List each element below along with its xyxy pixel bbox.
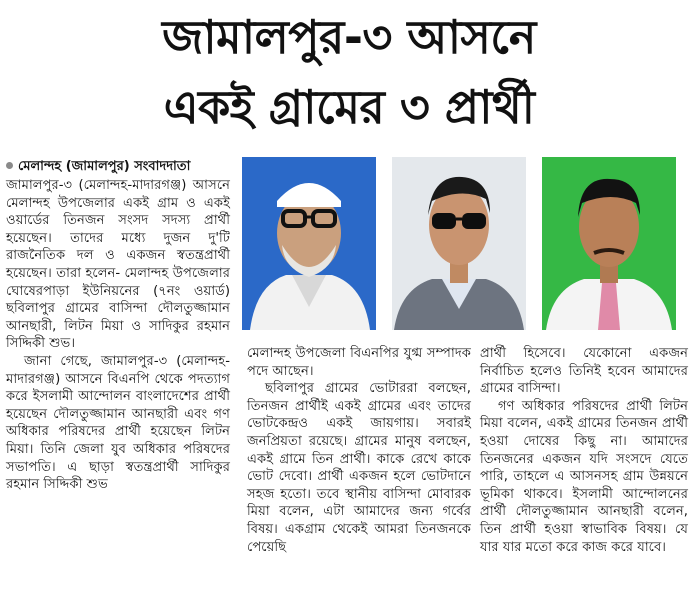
paragraph: গণ অধিকার পরিষদের প্রার্থী লিটন মিয়া বলেন, একই গ্রামের তিনজন প্রার্থী হওয়া দোষের কিছু না। আমাদের তিনজনের একজন যদি সংসদে যেতে পারি, তাহলে এ আসনসহ গ্রাম উন্নয়নে ভূমিকা থাকবে। ইসলামী আন্দোলনের প্রার্থী দৌলতুজ্জামান আনছারী বলেন, তিন প্রার্থী হওয়া স্বাভাবিক বিষয়। যে যার যার মতো করে কাজ করে যাবে।: [480, 398, 688, 555]
paragraph: প্রার্থী হিসেবে। যেকোনো একজন নির্বাচিত হলেও তিনিই হবেন আমাদের গ্রামের বাসিন্দা।: [480, 346, 688, 397]
bullet-icon: [6, 162, 13, 169]
byline-text: মেলান্দহ (জামালপুর) সংবাদদাতা: [18, 159, 191, 174]
candidate-photo-1: [242, 157, 376, 330]
article-column-3: [480, 345, 688, 556]
article-column-2: [247, 345, 471, 556]
paragraph: ছবিলাপুর গ্রামের ভোটাররা বলছেন, তিনজন প্রার্থীই একই গ্রামের এবং তাদের ভোটকেন্দ্রও একই জায়গায়। সবারই জনপ্রিয়তা রয়েছে। গ্রামের মানুষ বলছেন, একই গ্রামে তিন প্রার্থী। কাকে রেখে কাকে ভোট দেবো। প্রার্থী একজন হলে ভোটদানে সহজ হতো। তবে স্থানীয় বাসিন্দা মোবারক মিয়া বলেন, এটা আমাদের জন্য গর্বের বিষয়। একগ্রাম থেকেই আমরা তিনজনকে পেয়েছি: [247, 381, 471, 555]
headline-line-1: জামালপুর-৩ আসনে: [162, 10, 536, 64]
paragraph: জানা গেছে, জামালপুর-৩ (মেলান্দহ-মাদারগঞ্জ) আসনে বিএনপি থেকে পদত্যাগ করে ইসলামী আন্দোলন বাংলাদেশের প্রার্থী হয়েছেন দৌলতুজ্জামান আনছারী এবং গণ অধিকার পরিষদের প্রার্থী হয়েছেন লিটন মিয়া। তিনি জেলা যুব অধিকার পরিষদের সভাপতি। এ ছাড়া স্বতন্ত্রপ্রার্থী সাদিকুর রহমান সিদ্দিকী শুভ: [6, 353, 230, 493]
candidate-photo-2: [392, 157, 526, 330]
candidate-photo-2-image: [392, 157, 526, 330]
byline: [6, 158, 190, 176]
paragraph: মেলান্দহ উপজেলা বিএনপির যুগ্ম সম্পাদক পদে আছেন।: [247, 346, 471, 379]
headline-line-2: একই গ্রামের ৩ প্রার্থী: [163, 80, 535, 134]
candidate-photo-3-image: [542, 157, 676, 330]
article-column-1: [6, 177, 230, 494]
candidate-photo-1-image: [242, 157, 376, 330]
candidate-photo-3: [542, 157, 676, 330]
paragraph: জামালপুর-৩ (মেলান্দহ-মাদারগঞ্জ) আসনে মেলান্দহ উপজেলার একই গ্রাম ও একই ওয়ার্ডের তিনজন সংসদ সদস্য প্রার্থী হয়েছেন। তাদের মধ্যে দুজন দু'টি রাজনৈতিক দল ও একজন স্বতন্ত্রপ্রার্থী হয়েছেন। তারা হলেন- মেলান্দহ উপজেলার ঘোষেরপাড়া ইউনিয়নের (৭নং ওয়ার্ড) ছবিলাপুর গ্রামের বাসিন্দা দৌলতুজ্জামান আনছারী, লিটন মিয়া ও সাদিকুর রহমান সিদ্দিকী শুভ।: [6, 178, 230, 352]
